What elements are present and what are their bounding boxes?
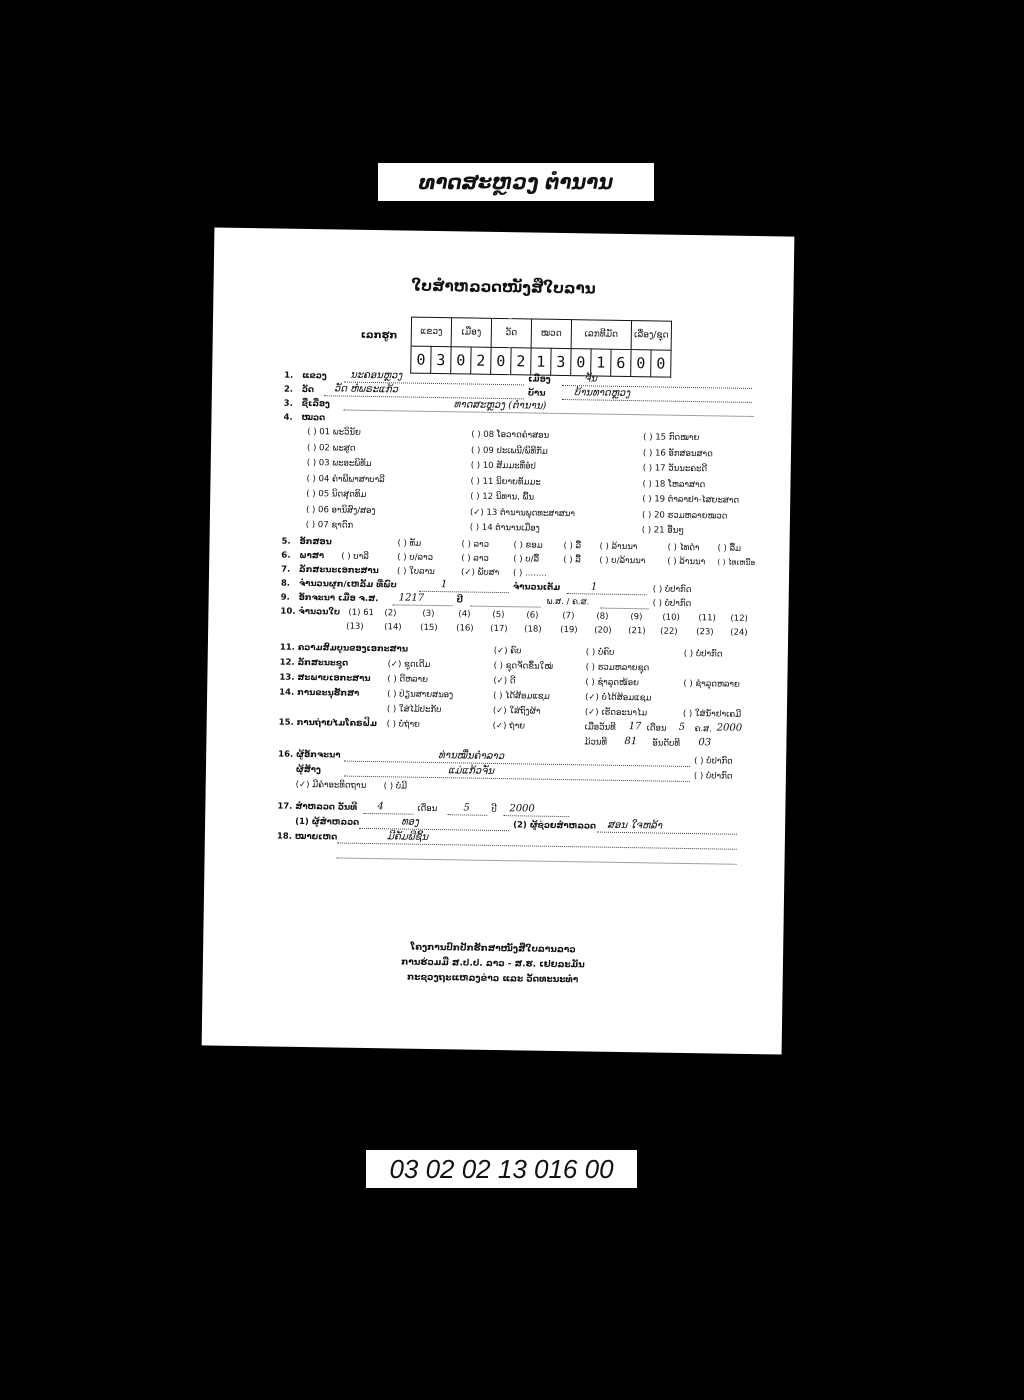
field-label: ຈຳນວນໃບ bbox=[298, 606, 341, 618]
form-title: ໃບສຳຫລວດໜັງສືໃບລານ bbox=[411, 276, 596, 298]
field-number: 8. bbox=[280, 578, 291, 589]
language-option[interactable]: ( ) ບາລີ bbox=[341, 551, 369, 562]
code-digit: 2 bbox=[511, 348, 531, 375]
field-value: 2000 bbox=[509, 803, 535, 815]
category-option[interactable]: ( ) 07 ຊາດົກ bbox=[305, 519, 354, 531]
field-number: 9. bbox=[280, 592, 290, 603]
code-digit: 0 bbox=[571, 349, 591, 376]
field-number: 5. bbox=[281, 536, 291, 547]
code-header: ໝວດ bbox=[531, 319, 571, 349]
code-digit: 0 bbox=[631, 350, 651, 377]
leaf-slot: (6) bbox=[526, 610, 539, 621]
field-label: ເດືອນ bbox=[417, 803, 438, 815]
field-label: ລັກສະນະເອກະສານ bbox=[299, 564, 379, 577]
field-label: ສຳຫລວດ ວັນທີ bbox=[295, 801, 358, 813]
leaf-slot: (18) bbox=[524, 624, 542, 635]
code-digit: 0 bbox=[491, 347, 511, 374]
category-option[interactable]: ( ) 08 ໂອວາດຄຳສອນ bbox=[471, 429, 550, 441]
category-option[interactable]: ( ) 18 ໂຫລາສາດ bbox=[642, 478, 706, 490]
doc-type-option[interactable]: (✓) ພັບສາ bbox=[460, 567, 500, 579]
leaf-slot: (2) bbox=[384, 608, 397, 619]
script-option[interactable]: ( ) ລາວ bbox=[461, 539, 490, 550]
field-number: 4. bbox=[283, 412, 293, 423]
field-number: 6. bbox=[281, 550, 291, 561]
script-option[interactable]: ( ) ຂອມ bbox=[513, 540, 543, 551]
field-label: ວັດ bbox=[301, 384, 315, 396]
condition-option[interactable]: ( ) ດີຫລາຍ bbox=[387, 674, 429, 685]
completeness-option[interactable]: (✓) ຄົບ bbox=[493, 645, 522, 657]
completeness-option[interactable]: ( ) ບໍ່ປາກົດ bbox=[683, 648, 723, 660]
category-option[interactable]: ( ) 06 ອານິສົງ/ສອງ bbox=[305, 504, 376, 516]
preservation-option[interactable]: ( ) ໃສ່ນ້ຳຢາເຄມີ bbox=[682, 708, 742, 720]
field-label: ການຂະນຸຮັກສາ bbox=[297, 687, 360, 699]
field-label: ມ້ວນທີ bbox=[584, 737, 608, 748]
field-label: ປີ bbox=[456, 595, 463, 606]
field-value: 5 bbox=[678, 721, 686, 733]
language-option[interactable]: ( ) ລ້ານນາ bbox=[667, 556, 706, 568]
field-value: 2000 bbox=[716, 722, 743, 734]
category-option[interactable]: ( ) 01 ພະວິນັຍ bbox=[307, 426, 361, 438]
footer-line: ໂຄງການປົກປັກຮັກສາໜັງສືໃບລານລາວ bbox=[410, 942, 576, 956]
category-option[interactable]: ( ) 15 ກົດໝາຍ bbox=[643, 432, 700, 444]
field-number: 12. bbox=[279, 657, 295, 668]
field-value: ທາດສະຫຼວງ (ຕຳນານ) bbox=[453, 399, 547, 412]
field-label: ອັກສອນ bbox=[299, 536, 332, 548]
leaf-slot: (8) bbox=[596, 611, 609, 622]
field-label: ຈຳນວນເຕັມ bbox=[512, 582, 561, 593]
field-label: ແຂວງ bbox=[302, 370, 327, 382]
leaf-slot: (21) bbox=[628, 626, 646, 637]
language-option[interactable]: ( ) ລາວ bbox=[461, 553, 489, 564]
script-option[interactable]: ( ) ທັມ bbox=[397, 538, 422, 549]
field-label: ຈຳນວນຜູກ/ເຫລັ້ມ ທີ່ພົບ bbox=[298, 578, 397, 591]
preservation-option[interactable]: (✓) ບໍ່ໄດ້ສ້ອມແຊມ bbox=[585, 692, 652, 704]
field-label: ສະພາບເອກະສານ bbox=[297, 672, 371, 685]
script-option[interactable]: ( ) ລື້ມ bbox=[717, 543, 742, 554]
code-header: ເມືອງ bbox=[451, 318, 491, 348]
field-label: ປີ bbox=[491, 804, 497, 815]
field-number: 16. bbox=[278, 749, 294, 760]
prayer-option[interactable]: ( ) ບໍ່ມີ bbox=[383, 781, 408, 792]
field-value: ທ່ານໝື່ນຄຳລາວ bbox=[438, 750, 505, 763]
field-option[interactable]: ( ) ບໍ່ປາກົດ bbox=[694, 756, 733, 767]
code-digit: 0 bbox=[451, 347, 471, 374]
field-number: 1. bbox=[284, 370, 294, 381]
leaf-slot: (12) bbox=[730, 613, 748, 624]
field-label: ຜູ້ອັກຈະນາ bbox=[296, 749, 341, 761]
category-option[interactable]: ( ) 17 ວັນນະຄະດີ bbox=[642, 463, 708, 475]
leaf-slot: (7) bbox=[562, 611, 575, 622]
code-header: ແຂວງ bbox=[411, 317, 451, 347]
field-value: 1217 bbox=[398, 592, 425, 604]
field-value: 03 bbox=[698, 737, 712, 749]
condition-option[interactable]: (✓) ດີ bbox=[493, 675, 516, 687]
category-option[interactable]: ( ) 09 ປະເພນີ/ພິທີກັມ bbox=[470, 445, 548, 457]
code-label: ເລກຮູກ bbox=[360, 329, 398, 342]
field-label: ຄ.ສ. bbox=[694, 724, 712, 735]
set-type-option[interactable]: ( ) ຮວມຫລາຍຊຸດ bbox=[585, 662, 650, 674]
footer-line: ການຮ່ວມມື ສ.ປ.ປ. ລາວ - ສ.ຮ. ເຢຍລະມັນ bbox=[401, 957, 585, 971]
code-digit: 1 bbox=[531, 348, 551, 375]
code-header: ເລກທີມັດ bbox=[571, 320, 631, 350]
language-option[interactable]: ( ) ບ/ລ້ານນາ bbox=[599, 555, 646, 567]
field-value: ນະຄອນຫຼວງ bbox=[350, 369, 403, 382]
category-option[interactable]: ( ) 02 ພະສູດ bbox=[306, 442, 356, 454]
leaf-slot: (15) bbox=[420, 622, 438, 634]
field-value: ບ້ານທາດຫຼວງ bbox=[573, 387, 631, 400]
field-value: 5 bbox=[463, 802, 470, 814]
field-label: ໝາຍເຫດ bbox=[294, 831, 338, 843]
code-digit: 2 bbox=[471, 347, 491, 374]
code-digit: 0 bbox=[651, 350, 671, 377]
leaf-slot: (17) bbox=[490, 623, 508, 635]
field-label: ເມືອງ bbox=[528, 374, 551, 385]
category-option[interactable]: ( ) 16 ອັກສອນສາດ bbox=[642, 447, 713, 459]
leaf-slot: (23) bbox=[696, 627, 714, 638]
code-digit: 0 bbox=[411, 346, 431, 373]
field-number: 7. bbox=[281, 564, 291, 575]
field-number: 10. bbox=[280, 606, 296, 617]
leaf-slot: (24) bbox=[730, 627, 748, 638]
field-label: ບ້ານ bbox=[527, 388, 546, 399]
script-option[interactable]: ( ) ລື້ bbox=[563, 541, 582, 552]
category-option[interactable]: ( ) 10 ສັມມະທີ່ອໍປ bbox=[470, 460, 536, 472]
code-digit: 3 bbox=[431, 346, 451, 373]
field-value: 17 bbox=[628, 721, 642, 733]
language-option[interactable]: ( ) ບ/ລາວ bbox=[397, 552, 434, 563]
leaf-slot: (20) bbox=[594, 625, 612, 636]
preservation-option[interactable]: ( ) ໃສ່ໄມ້ປະກັບ bbox=[386, 704, 442, 716]
field-number: 2. bbox=[283, 384, 294, 395]
language-option[interactable]: ( ) ໄທເຫນືອ bbox=[717, 557, 756, 568]
leaf-slot: (13) bbox=[346, 621, 364, 632]
leaf-slot: (5) bbox=[492, 609, 505, 621]
leaf-slot: (19) bbox=[560, 624, 578, 636]
leaf-slot: (11) bbox=[698, 613, 716, 624]
category-option[interactable]: ( ) 04 ຄຳພີພາສາບາລີ bbox=[306, 473, 385, 485]
preservation-option[interactable]: ( ) ປ່ຽນສາຍສນອງ bbox=[387, 689, 454, 701]
field-value: 81 bbox=[624, 735, 638, 748]
survey-form-sheet bbox=[202, 227, 795, 1054]
field-value: ວັດ ຫໍພຣະແກ້ວ bbox=[333, 383, 399, 396]
field-value: ມີຄັມພີຊິ້ນ bbox=[386, 831, 429, 843]
leaf-slot: (9) bbox=[630, 612, 643, 623]
doc-type-option[interactable]: ( ) ........ bbox=[512, 568, 547, 579]
completeness-option[interactable]: ( ) ບໍ່ຄົບ bbox=[585, 647, 615, 658]
field-label: ເມື່ອວັນທີ bbox=[584, 722, 616, 733]
category-option[interactable]: ( ) 20 ຮວມຫລາຍໝວດ bbox=[641, 509, 728, 522]
doc-type-option[interactable]: ( ) ໃບລານ bbox=[397, 566, 435, 577]
field-value: 4 bbox=[377, 801, 384, 813]
language-option[interactable]: ( ) ລື້ bbox=[563, 555, 581, 566]
script-option[interactable]: ( ) ໄທດຳ bbox=[667, 542, 700, 554]
category-option[interactable]: ( ) 12 ນິທານ, ພື້ນ bbox=[470, 491, 535, 503]
code-digit: 1 bbox=[591, 349, 611, 376]
field-value: ສອນ ໃຈຫລ້າ bbox=[607, 819, 663, 832]
leaf-slot: (4) bbox=[458, 609, 471, 620]
field-option[interactable]: ( ) ບໍ່ປາກົດ bbox=[652, 584, 692, 596]
field-number: 17. bbox=[277, 801, 293, 812]
code-digit: 6 bbox=[611, 349, 631, 376]
category-option[interactable]: ( ) 03 ພະອະພິທັມ bbox=[306, 457, 372, 469]
leaf-slot: (16) bbox=[456, 623, 474, 634]
language-option[interactable]: ( ) ບ/ລື້ bbox=[513, 554, 540, 565]
document-title-label: ທາດສະຫຼວງ ຕຳນານ bbox=[378, 163, 654, 201]
form-fields bbox=[277, 371, 761, 869]
field-option[interactable]: ( ) ບໍ່ປາກົດ bbox=[693, 771, 733, 782]
category-option[interactable]: ( ) 05 ນິດສຸດທິມ bbox=[306, 488, 367, 500]
leaf-slot: (10) bbox=[662, 612, 680, 623]
prayer-option[interactable]: (✓) ມີຄຳອະທິດຖານ bbox=[295, 779, 367, 791]
condition-option[interactable]: ( ) ຊຳລຸດໜ້ອຍ bbox=[585, 677, 640, 689]
category-option[interactable]: ( ) 11 ນິຍາຍທັມມະ bbox=[470, 476, 541, 488]
field-value: ແມ່ແກ້ວຈັນ bbox=[447, 765, 495, 777]
field-number: 3. bbox=[283, 398, 293, 409]
field-number: 18. bbox=[276, 831, 293, 842]
field-value: 1 bbox=[590, 581, 598, 593]
microfilm-option[interactable]: (✓) ຖ່າຍ bbox=[492, 720, 526, 732]
field-value: ທອງ bbox=[401, 816, 419, 828]
footer-line: ກະຊວງຖະແຫລງຂ່າວ ແລະ ວັດທະນະທຳ bbox=[406, 972, 579, 986]
script-option[interactable]: ( ) ລ້ານນາ bbox=[599, 541, 638, 553]
field-option[interactable]: ( ) ບໍ່ປາກົດ bbox=[652, 598, 692, 610]
category-option[interactable]: ( ) 14 ຕຳນານເມືອງ bbox=[469, 522, 540, 534]
field-value: ຈັນ bbox=[584, 373, 598, 385]
code-table bbox=[410, 317, 672, 378]
document-code-label: 03 02 02 13 016 00 bbox=[366, 1150, 637, 1188]
field-label: ລັກສະນະຊຸດ bbox=[297, 657, 349, 669]
leaf-slot: (22) bbox=[660, 626, 678, 637]
category-option[interactable]: (✓) 13 ຕຳນານພຸດທະສາສນາ bbox=[469, 507, 576, 519]
field-number: 11. bbox=[279, 642, 296, 653]
field-label: ເດືອນ bbox=[646, 723, 667, 734]
category-option[interactable]: ( ) 21 ອື່ນໆ bbox=[641, 525, 685, 536]
field-label: ຜູ້ສ້າງ bbox=[295, 764, 321, 776]
field-number: 14. bbox=[279, 687, 295, 698]
field-label: ການຖ່າຍໄມໂຄຣຟິມ bbox=[296, 717, 378, 730]
microfilm-option[interactable]: ( ) ບໍ່ຖ່າຍ bbox=[386, 719, 421, 730]
field-label: ພາສາ bbox=[299, 550, 325, 562]
field-label: (1) ຜູ້ສຳຫລວດ bbox=[295, 816, 360, 828]
code-header: ເລື່ອງ/ຊຸດ bbox=[631, 321, 671, 351]
field-label: ຄວາມສົມບູນຂອງເອກະສານ bbox=[297, 642, 409, 655]
code-header: ວັດ bbox=[491, 318, 531, 348]
field-label: ພ.ສ. / ຄ.ສ. bbox=[546, 596, 590, 608]
set-type-option[interactable]: ( ) ຊຸດຈັດຂຶ້ນໃໝ່ bbox=[493, 660, 554, 672]
preservation-option[interactable]: (✓) ໃສ່ຖົງຜ້າ bbox=[492, 705, 541, 717]
leaf-slot: (3) bbox=[422, 608, 435, 619]
field-label: ອັນດັບທີ bbox=[652, 738, 681, 749]
category-option[interactable]: ( ) 19 ຕຳລາຢາ-ໄສຍະສາດ bbox=[642, 494, 740, 506]
form-footer bbox=[203, 937, 784, 991]
preservation-option[interactable]: ( ) ໄດ້ສ້ອມແຊມ bbox=[493, 690, 550, 702]
preservation-option[interactable]: (✓) ເຮັດອະນາໄມ bbox=[584, 707, 648, 719]
leaf-count-value: (1) 61 bbox=[348, 607, 375, 619]
field-value: 1 bbox=[440, 579, 448, 591]
field-number: 15. bbox=[278, 717, 294, 728]
code-digit: 3 bbox=[551, 348, 571, 375]
category-options bbox=[282, 425, 760, 544]
field-label: ໝວດ bbox=[301, 412, 326, 424]
field-label: ຊື່ເລື່ອງ bbox=[301, 398, 331, 410]
condition-option[interactable]: ( ) ຊຳລຸດຫລາຍ bbox=[683, 678, 740, 690]
set-type-option[interactable]: (✓) ຊຸດເດີມ bbox=[387, 659, 431, 670]
field-label: ອັກຈະນາ ເມື່ອ ຈ.ສ. bbox=[298, 592, 379, 605]
leaf-slot: (14) bbox=[384, 622, 402, 633]
field-number: 13. bbox=[279, 672, 295, 683]
field-label: (2) ຜູ້ຊ່ວຍສຳຫລວດ bbox=[513, 820, 597, 832]
